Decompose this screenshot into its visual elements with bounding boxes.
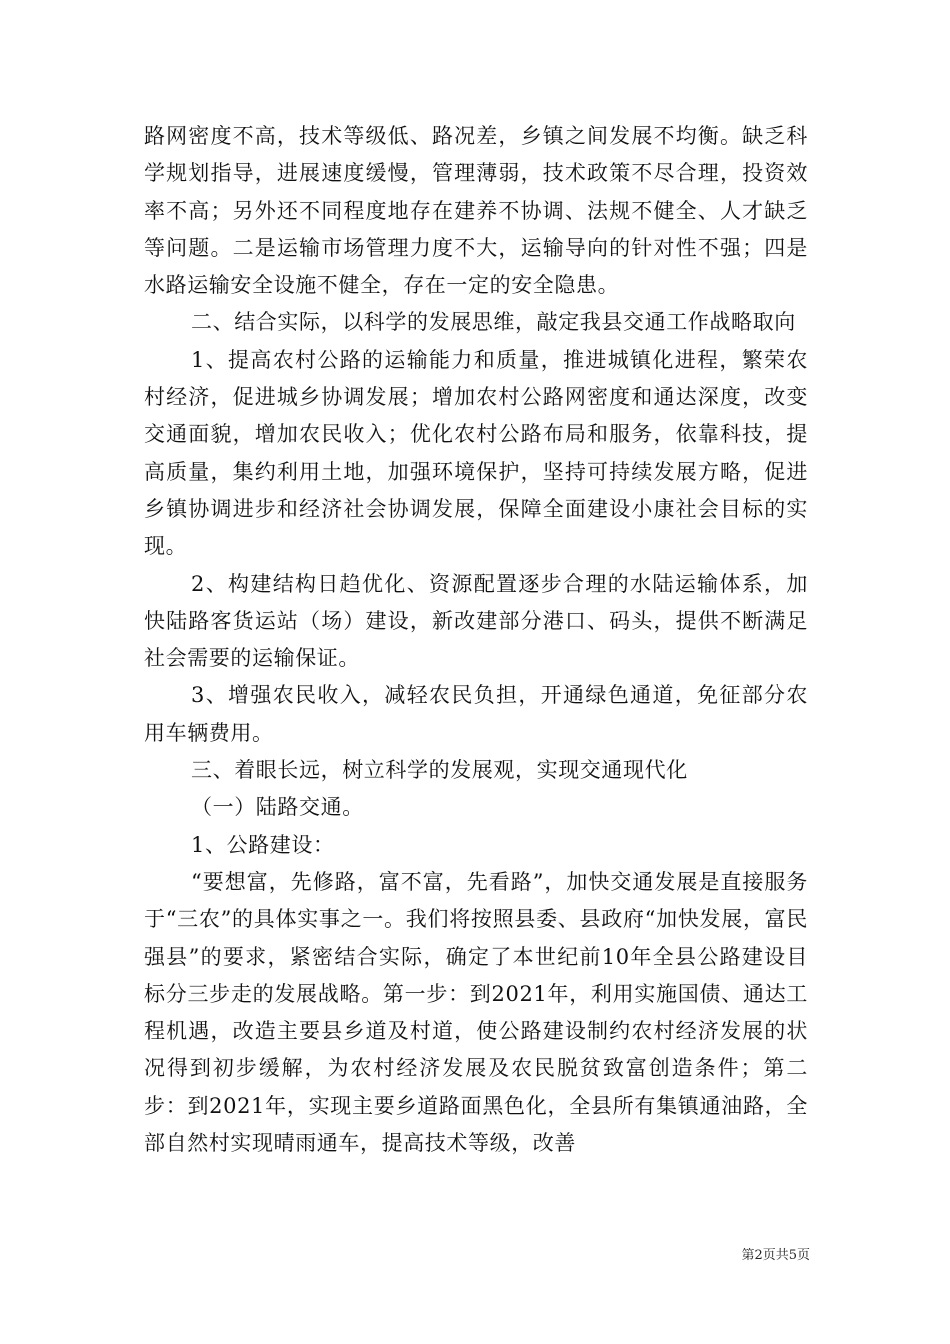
subheading-land-transport: （一）陆路交通。 bbox=[191, 795, 364, 820]
heading-section-two: 二、结合实际，以科学的发展思维，敲定我县交通工作战略取向 bbox=[191, 310, 796, 335]
paragraph-item-1: 1、提高农村公路的运输能力和质量，推进城镇化进程，繁荣农村经济，促进城乡协调发展；增加农村公路网密度和通达深度，改变交通面貌，增加农民收入；优化农村公路布局和服务，依靠科技，提高质量，集约利用土地，加强环境保护，坚持可持续发展方略，促进乡镇协调进步和经济社会协调发展，保障全面建设小康社会目标的实现。 bbox=[144, 347, 808, 559]
paragraph-item-3: 3、增强农民收入，减轻农民负担，开通绿色通道，免征部分农用车辆费用。 bbox=[144, 683, 808, 745]
paragraph-item-2: 2、构建结构日趋优化、资源配置逐步合理的水陆运输体系，加快陆路客货运站（场）建设，新改建部分港口、码头，提供不断满足社会需要的运输保证。 bbox=[144, 571, 808, 671]
heading-section-three: 三、着眼长远，树立科学的发展观，实现交通现代化 bbox=[191, 758, 688, 783]
subheading-road-construction: 1、公路建设： bbox=[191, 832, 335, 857]
document-body bbox=[144, 118, 808, 1162]
paragraph-problems-continued: 路网密度不高，技术等级低、路况差，乡镇之间发展不均衡。缺乏科学规划指导，进展速度缓慢，管理薄弱，技术政策不尽合理，投资效率不高；另外还不同程度地存在建养不协调、法规不健全、人才缺乏等问题。二是运输市场管理力度不大，运输导向的针对性不强；四是水路运输安全设施不健全，存在一定的安全隐患。 bbox=[144, 124, 808, 298]
paragraph-road-strategy: “要想富，先修路，富不富，先看路”，加快交通发展是直接服务于“三农”的具体实事之一。我们将按照县委、县政府“加快发展，富民强县”的要求，紧密结合实际，确定了本世纪前10年全县公路建设目标分三步走的发展战略。第一步：到2021年，利用实施国债、通达工程机遇，改造主要县乡道及村道，使公路建设制约农村经济发展的状况得到初步缓解，为农村经济发展及农民脱贫致富创造条件；第二步：到2021年，实现主要乡道路面黑色化，全县所有集镇通油路，全部自然村实现晴雨通车，提高技术等级，改善 bbox=[144, 869, 808, 1156]
page-number: 第2页共5页 bbox=[741, 1248, 810, 1263]
